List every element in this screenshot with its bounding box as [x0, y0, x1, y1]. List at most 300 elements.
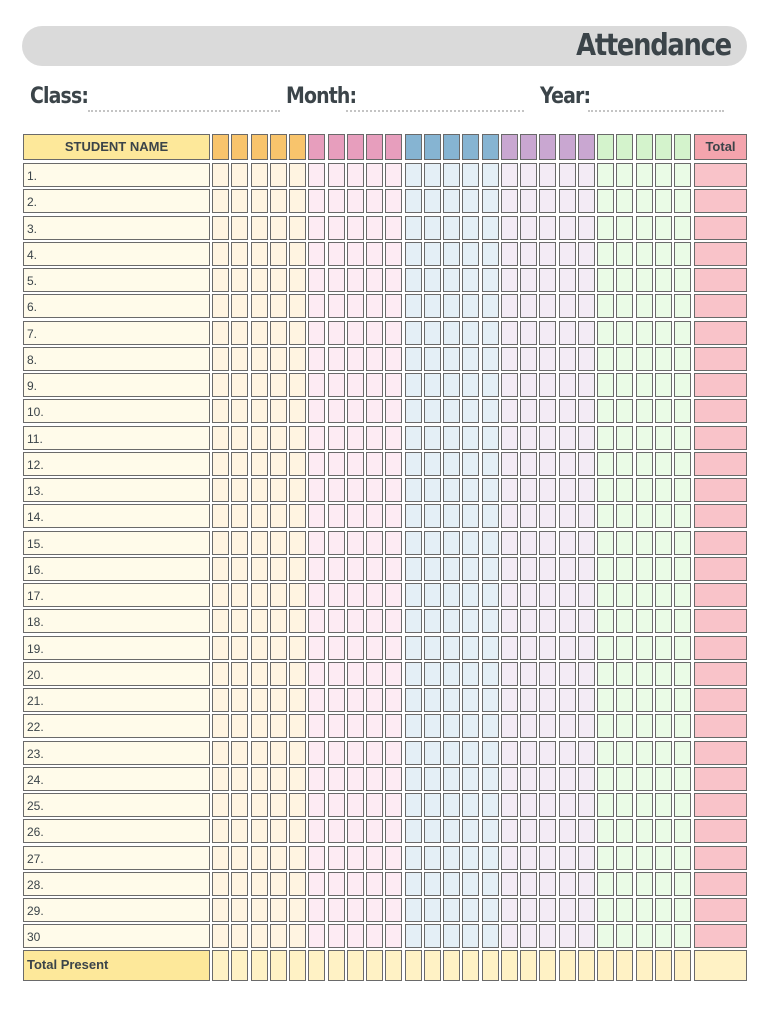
attendance-cell[interactable]	[443, 294, 460, 318]
attendance-cell[interactable]	[655, 898, 672, 922]
attendance-cell[interactable]	[328, 163, 345, 187]
attendance-cell[interactable]	[270, 714, 287, 738]
attendance-cell[interactable]	[578, 216, 595, 240]
attendance-cell[interactable]	[405, 636, 422, 660]
attendance-cell[interactable]	[251, 426, 268, 450]
attendance-cell[interactable]	[520, 452, 537, 476]
attendance-cell[interactable]	[289, 767, 306, 791]
attendance-cell[interactable]	[655, 557, 672, 581]
attendance-cell[interactable]	[501, 924, 518, 948]
attendance-cell[interactable]	[597, 347, 614, 371]
attendance-cell[interactable]	[251, 242, 268, 266]
attendance-cell[interactable]	[385, 793, 402, 817]
attendance-cell[interactable]	[501, 609, 518, 633]
attendance-cell[interactable]	[270, 478, 287, 502]
attendance-cell[interactable]	[674, 767, 691, 791]
attendance-cell[interactable]	[539, 767, 556, 791]
attendance-cell[interactable]	[674, 609, 691, 633]
attendance-cell[interactable]	[482, 688, 499, 712]
total-cell[interactable]	[694, 767, 747, 791]
attendance-cell[interactable]	[385, 714, 402, 738]
attendance-cell[interactable]	[405, 399, 422, 423]
attendance-cell[interactable]	[385, 924, 402, 948]
attendance-cell[interactable]	[616, 531, 633, 555]
attendance-cell[interactable]	[366, 872, 383, 896]
attendance-cell[interactable]	[366, 504, 383, 528]
attendance-cell[interactable]	[289, 741, 306, 765]
attendance-cell[interactable]	[347, 426, 364, 450]
attendance-cell[interactable]	[308, 504, 325, 528]
student-name-cell[interactable]: 18.	[23, 609, 210, 633]
attendance-cell[interactable]	[308, 242, 325, 266]
attendance-cell[interactable]	[366, 216, 383, 240]
attendance-cell[interactable]	[539, 373, 556, 397]
attendance-cell[interactable]	[674, 163, 691, 187]
attendance-cell[interactable]	[424, 688, 441, 712]
student-name-cell[interactable]: 4.	[23, 242, 210, 266]
student-name-cell[interactable]: 27.	[23, 846, 210, 870]
attendance-cell[interactable]	[559, 714, 576, 738]
student-name-cell[interactable]: 20.	[23, 662, 210, 686]
student-name-cell[interactable]: 7.	[23, 321, 210, 345]
attendance-cell[interactable]	[328, 688, 345, 712]
attendance-cell[interactable]	[520, 898, 537, 922]
attendance-cell[interactable]	[424, 189, 441, 213]
attendance-cell[interactable]	[539, 504, 556, 528]
attendance-cell[interactable]	[424, 636, 441, 660]
attendance-cell[interactable]	[328, 636, 345, 660]
attendance-cell[interactable]	[482, 478, 499, 502]
attendance-cell[interactable]	[674, 872, 691, 896]
attendance-cell[interactable]	[212, 662, 229, 686]
attendance-cell[interactable]	[366, 399, 383, 423]
attendance-cell[interactable]	[482, 898, 499, 922]
attendance-cell[interactable]	[347, 767, 364, 791]
attendance-cell[interactable]	[347, 898, 364, 922]
attendance-cell[interactable]	[366, 898, 383, 922]
attendance-cell[interactable]	[289, 557, 306, 581]
attendance-cell[interactable]	[443, 504, 460, 528]
student-name-cell[interactable]: 29.	[23, 898, 210, 922]
attendance-cell[interactable]	[424, 294, 441, 318]
attendance-cell[interactable]	[308, 399, 325, 423]
student-name-cell[interactable]: 8.	[23, 347, 210, 371]
attendance-cell[interactable]	[482, 268, 499, 292]
student-name-cell[interactable]: 17.	[23, 583, 210, 607]
attendance-cell[interactable]	[270, 557, 287, 581]
attendance-cell[interactable]	[462, 688, 479, 712]
attendance-cell[interactable]	[270, 268, 287, 292]
attendance-cell[interactable]	[366, 347, 383, 371]
attendance-cell[interactable]	[636, 189, 653, 213]
attendance-cell[interactable]	[578, 294, 595, 318]
attendance-cell[interactable]	[308, 872, 325, 896]
attendance-cell[interactable]	[251, 636, 268, 660]
attendance-cell[interactable]	[559, 898, 576, 922]
attendance-cell[interactable]	[366, 688, 383, 712]
attendance-cell[interactable]	[520, 793, 537, 817]
attendance-cell[interactable]	[520, 583, 537, 607]
attendance-cell[interactable]	[270, 242, 287, 266]
grand-total-cell[interactable]	[694, 950, 747, 981]
attendance-cell[interactable]	[597, 163, 614, 187]
attendance-cell[interactable]	[462, 452, 479, 476]
attendance-cell[interactable]	[251, 924, 268, 948]
attendance-cell[interactable]	[231, 321, 248, 345]
attendance-cell[interactable]	[559, 452, 576, 476]
attendance-cell[interactable]	[462, 583, 479, 607]
attendance-cell[interactable]	[308, 898, 325, 922]
attendance-cell[interactable]	[251, 846, 268, 870]
attendance-cell[interactable]	[366, 714, 383, 738]
attendance-cell[interactable]	[674, 321, 691, 345]
attendance-cell[interactable]	[520, 242, 537, 266]
attendance-cell[interactable]	[636, 321, 653, 345]
total-present-cell[interactable]	[231, 950, 248, 981]
total-cell[interactable]	[694, 294, 747, 318]
attendance-cell[interactable]	[251, 609, 268, 633]
attendance-cell[interactable]	[559, 321, 576, 345]
attendance-cell[interactable]	[578, 504, 595, 528]
attendance-cell[interactable]	[289, 898, 306, 922]
attendance-cell[interactable]	[405, 242, 422, 266]
attendance-cell[interactable]	[308, 846, 325, 870]
attendance-cell[interactable]	[328, 242, 345, 266]
attendance-cell[interactable]	[520, 872, 537, 896]
attendance-cell[interactable]	[462, 924, 479, 948]
attendance-cell[interactable]	[501, 399, 518, 423]
attendance-cell[interactable]	[212, 294, 229, 318]
total-cell[interactable]	[694, 793, 747, 817]
attendance-cell[interactable]	[308, 688, 325, 712]
attendance-cell[interactable]	[501, 846, 518, 870]
attendance-cell[interactable]	[231, 399, 248, 423]
attendance-cell[interactable]	[616, 872, 633, 896]
total-cell[interactable]	[694, 242, 747, 266]
attendance-cell[interactable]	[443, 531, 460, 555]
total-cell[interactable]	[694, 557, 747, 581]
attendance-cell[interactable]	[212, 268, 229, 292]
attendance-cell[interactable]	[443, 163, 460, 187]
attendance-cell[interactable]	[424, 793, 441, 817]
attendance-cell[interactable]	[636, 583, 653, 607]
attendance-cell[interactable]	[616, 688, 633, 712]
attendance-cell[interactable]	[443, 741, 460, 765]
attendance-cell[interactable]	[636, 662, 653, 686]
attendance-cell[interactable]	[212, 636, 229, 660]
attendance-cell[interactable]	[597, 898, 614, 922]
attendance-cell[interactable]	[674, 373, 691, 397]
attendance-cell[interactable]	[231, 714, 248, 738]
attendance-cell[interactable]	[347, 636, 364, 660]
attendance-cell[interactable]	[539, 268, 556, 292]
attendance-cell[interactable]	[385, 478, 402, 502]
attendance-cell[interactable]	[231, 478, 248, 502]
attendance-cell[interactable]	[366, 452, 383, 476]
attendance-cell[interactable]	[251, 163, 268, 187]
attendance-cell[interactable]	[520, 767, 537, 791]
attendance-cell[interactable]	[462, 898, 479, 922]
attendance-cell[interactable]	[616, 189, 633, 213]
attendance-cell[interactable]	[424, 898, 441, 922]
attendance-cell[interactable]	[328, 399, 345, 423]
attendance-cell[interactable]	[578, 373, 595, 397]
attendance-cell[interactable]	[501, 294, 518, 318]
attendance-cell[interactable]	[385, 531, 402, 555]
attendance-cell[interactable]	[636, 609, 653, 633]
attendance-cell[interactable]	[539, 478, 556, 502]
attendance-cell[interactable]	[424, 163, 441, 187]
attendance-cell[interactable]	[270, 163, 287, 187]
attendance-cell[interactable]	[636, 688, 653, 712]
total-cell[interactable]	[694, 872, 747, 896]
attendance-cell[interactable]	[462, 347, 479, 371]
attendance-cell[interactable]	[231, 189, 248, 213]
attendance-cell[interactable]	[559, 846, 576, 870]
attendance-cell[interactable]	[347, 189, 364, 213]
attendance-cell[interactable]	[501, 741, 518, 765]
attendance-cell[interactable]	[597, 399, 614, 423]
attendance-cell[interactable]	[251, 216, 268, 240]
attendance-cell[interactable]	[231, 636, 248, 660]
attendance-cell[interactable]	[462, 609, 479, 633]
attendance-cell[interactable]	[578, 688, 595, 712]
attendance-cell[interactable]	[462, 819, 479, 843]
attendance-cell[interactable]	[655, 347, 672, 371]
attendance-cell[interactable]	[539, 242, 556, 266]
attendance-cell[interactable]	[424, 347, 441, 371]
attendance-cell[interactable]	[462, 872, 479, 896]
attendance-cell[interactable]	[231, 924, 248, 948]
attendance-cell[interactable]	[539, 636, 556, 660]
attendance-cell[interactable]	[385, 216, 402, 240]
attendance-cell[interactable]	[539, 924, 556, 948]
attendance-cell[interactable]	[328, 189, 345, 213]
attendance-cell[interactable]	[270, 583, 287, 607]
attendance-cell[interactable]	[597, 426, 614, 450]
student-name-cell[interactable]: 15.	[23, 531, 210, 555]
total-present-cell[interactable]	[616, 950, 633, 981]
student-name-cell[interactable]: 13.	[23, 478, 210, 502]
attendance-cell[interactable]	[520, 504, 537, 528]
total-cell[interactable]	[694, 636, 747, 660]
attendance-cell[interactable]	[559, 872, 576, 896]
attendance-cell[interactable]	[578, 531, 595, 555]
attendance-cell[interactable]	[424, 662, 441, 686]
attendance-cell[interactable]	[616, 662, 633, 686]
attendance-cell[interactable]	[347, 478, 364, 502]
attendance-cell[interactable]	[424, 426, 441, 450]
student-name-cell[interactable]: 26.	[23, 819, 210, 843]
attendance-cell[interactable]	[482, 924, 499, 948]
attendance-cell[interactable]	[482, 714, 499, 738]
attendance-cell[interactable]	[328, 557, 345, 581]
attendance-cell[interactable]	[501, 898, 518, 922]
attendance-cell[interactable]	[482, 609, 499, 633]
attendance-cell[interactable]	[501, 714, 518, 738]
attendance-cell[interactable]	[270, 609, 287, 633]
attendance-cell[interactable]	[578, 793, 595, 817]
attendance-cell[interactable]	[424, 741, 441, 765]
attendance-cell[interactable]	[289, 321, 306, 345]
attendance-cell[interactable]	[289, 189, 306, 213]
attendance-cell[interactable]	[347, 347, 364, 371]
class-input[interactable]	[88, 110, 280, 112]
attendance-cell[interactable]	[385, 846, 402, 870]
total-present-cell[interactable]	[636, 950, 653, 981]
attendance-cell[interactable]	[501, 583, 518, 607]
attendance-cell[interactable]	[674, 688, 691, 712]
attendance-cell[interactable]	[462, 163, 479, 187]
attendance-cell[interactable]	[231, 872, 248, 896]
attendance-cell[interactable]	[212, 426, 229, 450]
attendance-cell[interactable]	[308, 609, 325, 633]
total-present-cell[interactable]	[251, 950, 268, 981]
attendance-cell[interactable]	[674, 531, 691, 555]
attendance-cell[interactable]	[520, 373, 537, 397]
attendance-cell[interactable]	[251, 662, 268, 686]
total-present-cell[interactable]	[443, 950, 460, 981]
attendance-cell[interactable]	[636, 504, 653, 528]
attendance-cell[interactable]	[636, 714, 653, 738]
attendance-cell[interactable]	[636, 636, 653, 660]
attendance-cell[interactable]	[655, 846, 672, 870]
attendance-cell[interactable]	[289, 478, 306, 502]
attendance-cell[interactable]	[289, 583, 306, 607]
total-present-cell[interactable]	[462, 950, 479, 981]
attendance-cell[interactable]	[270, 189, 287, 213]
attendance-cell[interactable]	[655, 583, 672, 607]
attendance-cell[interactable]	[366, 426, 383, 450]
attendance-cell[interactable]	[212, 347, 229, 371]
total-present-cell[interactable]	[674, 950, 691, 981]
attendance-cell[interactable]	[347, 662, 364, 686]
attendance-cell[interactable]	[443, 609, 460, 633]
attendance-cell[interactable]	[424, 216, 441, 240]
attendance-cell[interactable]	[405, 609, 422, 633]
attendance-cell[interactable]	[539, 793, 556, 817]
attendance-cell[interactable]	[366, 321, 383, 345]
attendance-cell[interactable]	[501, 373, 518, 397]
attendance-cell[interactable]	[385, 662, 402, 686]
attendance-cell[interactable]	[597, 846, 614, 870]
student-name-cell[interactable]: 6.	[23, 294, 210, 318]
attendance-cell[interactable]	[270, 636, 287, 660]
attendance-cell[interactable]	[347, 741, 364, 765]
total-cell[interactable]	[694, 321, 747, 345]
attendance-cell[interactable]	[270, 924, 287, 948]
attendance-cell[interactable]	[559, 189, 576, 213]
attendance-cell[interactable]	[270, 898, 287, 922]
attendance-cell[interactable]	[462, 399, 479, 423]
attendance-cell[interactable]	[347, 373, 364, 397]
attendance-cell[interactable]	[366, 189, 383, 213]
attendance-cell[interactable]	[636, 898, 653, 922]
attendance-cell[interactable]	[231, 216, 248, 240]
attendance-cell[interactable]	[559, 609, 576, 633]
attendance-cell[interactable]	[347, 268, 364, 292]
attendance-cell[interactable]	[424, 767, 441, 791]
attendance-cell[interactable]	[308, 714, 325, 738]
attendance-cell[interactable]	[424, 819, 441, 843]
attendance-cell[interactable]	[405, 268, 422, 292]
attendance-cell[interactable]	[385, 741, 402, 765]
attendance-cell[interactable]	[482, 636, 499, 660]
attendance-cell[interactable]	[231, 163, 248, 187]
attendance-cell[interactable]	[366, 531, 383, 555]
attendance-cell[interactable]	[578, 609, 595, 633]
attendance-cell[interactable]	[539, 557, 556, 581]
attendance-cell[interactable]	[462, 321, 479, 345]
attendance-cell[interactable]	[231, 452, 248, 476]
attendance-cell[interactable]	[597, 321, 614, 345]
attendance-cell[interactable]	[462, 189, 479, 213]
attendance-cell[interactable]	[443, 268, 460, 292]
student-name-cell[interactable]: 24.	[23, 767, 210, 791]
attendance-cell[interactable]	[482, 242, 499, 266]
attendance-cell[interactable]	[655, 478, 672, 502]
attendance-cell[interactable]	[385, 609, 402, 633]
attendance-cell[interactable]	[270, 846, 287, 870]
total-cell[interactable]	[694, 714, 747, 738]
attendance-cell[interactable]	[289, 609, 306, 633]
attendance-cell[interactable]	[405, 347, 422, 371]
attendance-cell[interactable]	[347, 399, 364, 423]
attendance-cell[interactable]	[520, 399, 537, 423]
attendance-cell[interactable]	[405, 294, 422, 318]
total-present-cell[interactable]	[385, 950, 402, 981]
attendance-cell[interactable]	[289, 662, 306, 686]
attendance-cell[interactable]	[655, 426, 672, 450]
attendance-cell[interactable]	[501, 767, 518, 791]
attendance-cell[interactable]	[443, 399, 460, 423]
attendance-cell[interactable]	[385, 898, 402, 922]
attendance-cell[interactable]	[520, 741, 537, 765]
attendance-cell[interactable]	[462, 504, 479, 528]
student-name-cell[interactable]: 25.	[23, 793, 210, 817]
attendance-cell[interactable]	[328, 846, 345, 870]
attendance-cell[interactable]	[443, 767, 460, 791]
attendance-cell[interactable]	[212, 714, 229, 738]
attendance-cell[interactable]	[462, 294, 479, 318]
attendance-cell[interactable]	[501, 426, 518, 450]
attendance-cell[interactable]	[212, 767, 229, 791]
attendance-cell[interactable]	[559, 688, 576, 712]
attendance-cell[interactable]	[597, 242, 614, 266]
attendance-cell[interactable]	[462, 426, 479, 450]
attendance-cell[interactable]	[424, 872, 441, 896]
attendance-cell[interactable]	[482, 767, 499, 791]
attendance-cell[interactable]	[482, 189, 499, 213]
attendance-cell[interactable]	[308, 557, 325, 581]
attendance-cell[interactable]	[443, 452, 460, 476]
attendance-cell[interactable]	[289, 504, 306, 528]
total-cell[interactable]	[694, 819, 747, 843]
year-input[interactable]	[588, 110, 724, 112]
attendance-cell[interactable]	[231, 242, 248, 266]
attendance-cell[interactable]	[366, 609, 383, 633]
attendance-cell[interactable]	[405, 373, 422, 397]
attendance-cell[interactable]	[539, 688, 556, 712]
attendance-cell[interactable]	[308, 767, 325, 791]
attendance-cell[interactable]	[308, 373, 325, 397]
attendance-cell[interactable]	[405, 426, 422, 450]
attendance-cell[interactable]	[501, 872, 518, 896]
attendance-cell[interactable]	[520, 347, 537, 371]
attendance-cell[interactable]	[597, 662, 614, 686]
attendance-cell[interactable]	[289, 242, 306, 266]
attendance-cell[interactable]	[578, 924, 595, 948]
